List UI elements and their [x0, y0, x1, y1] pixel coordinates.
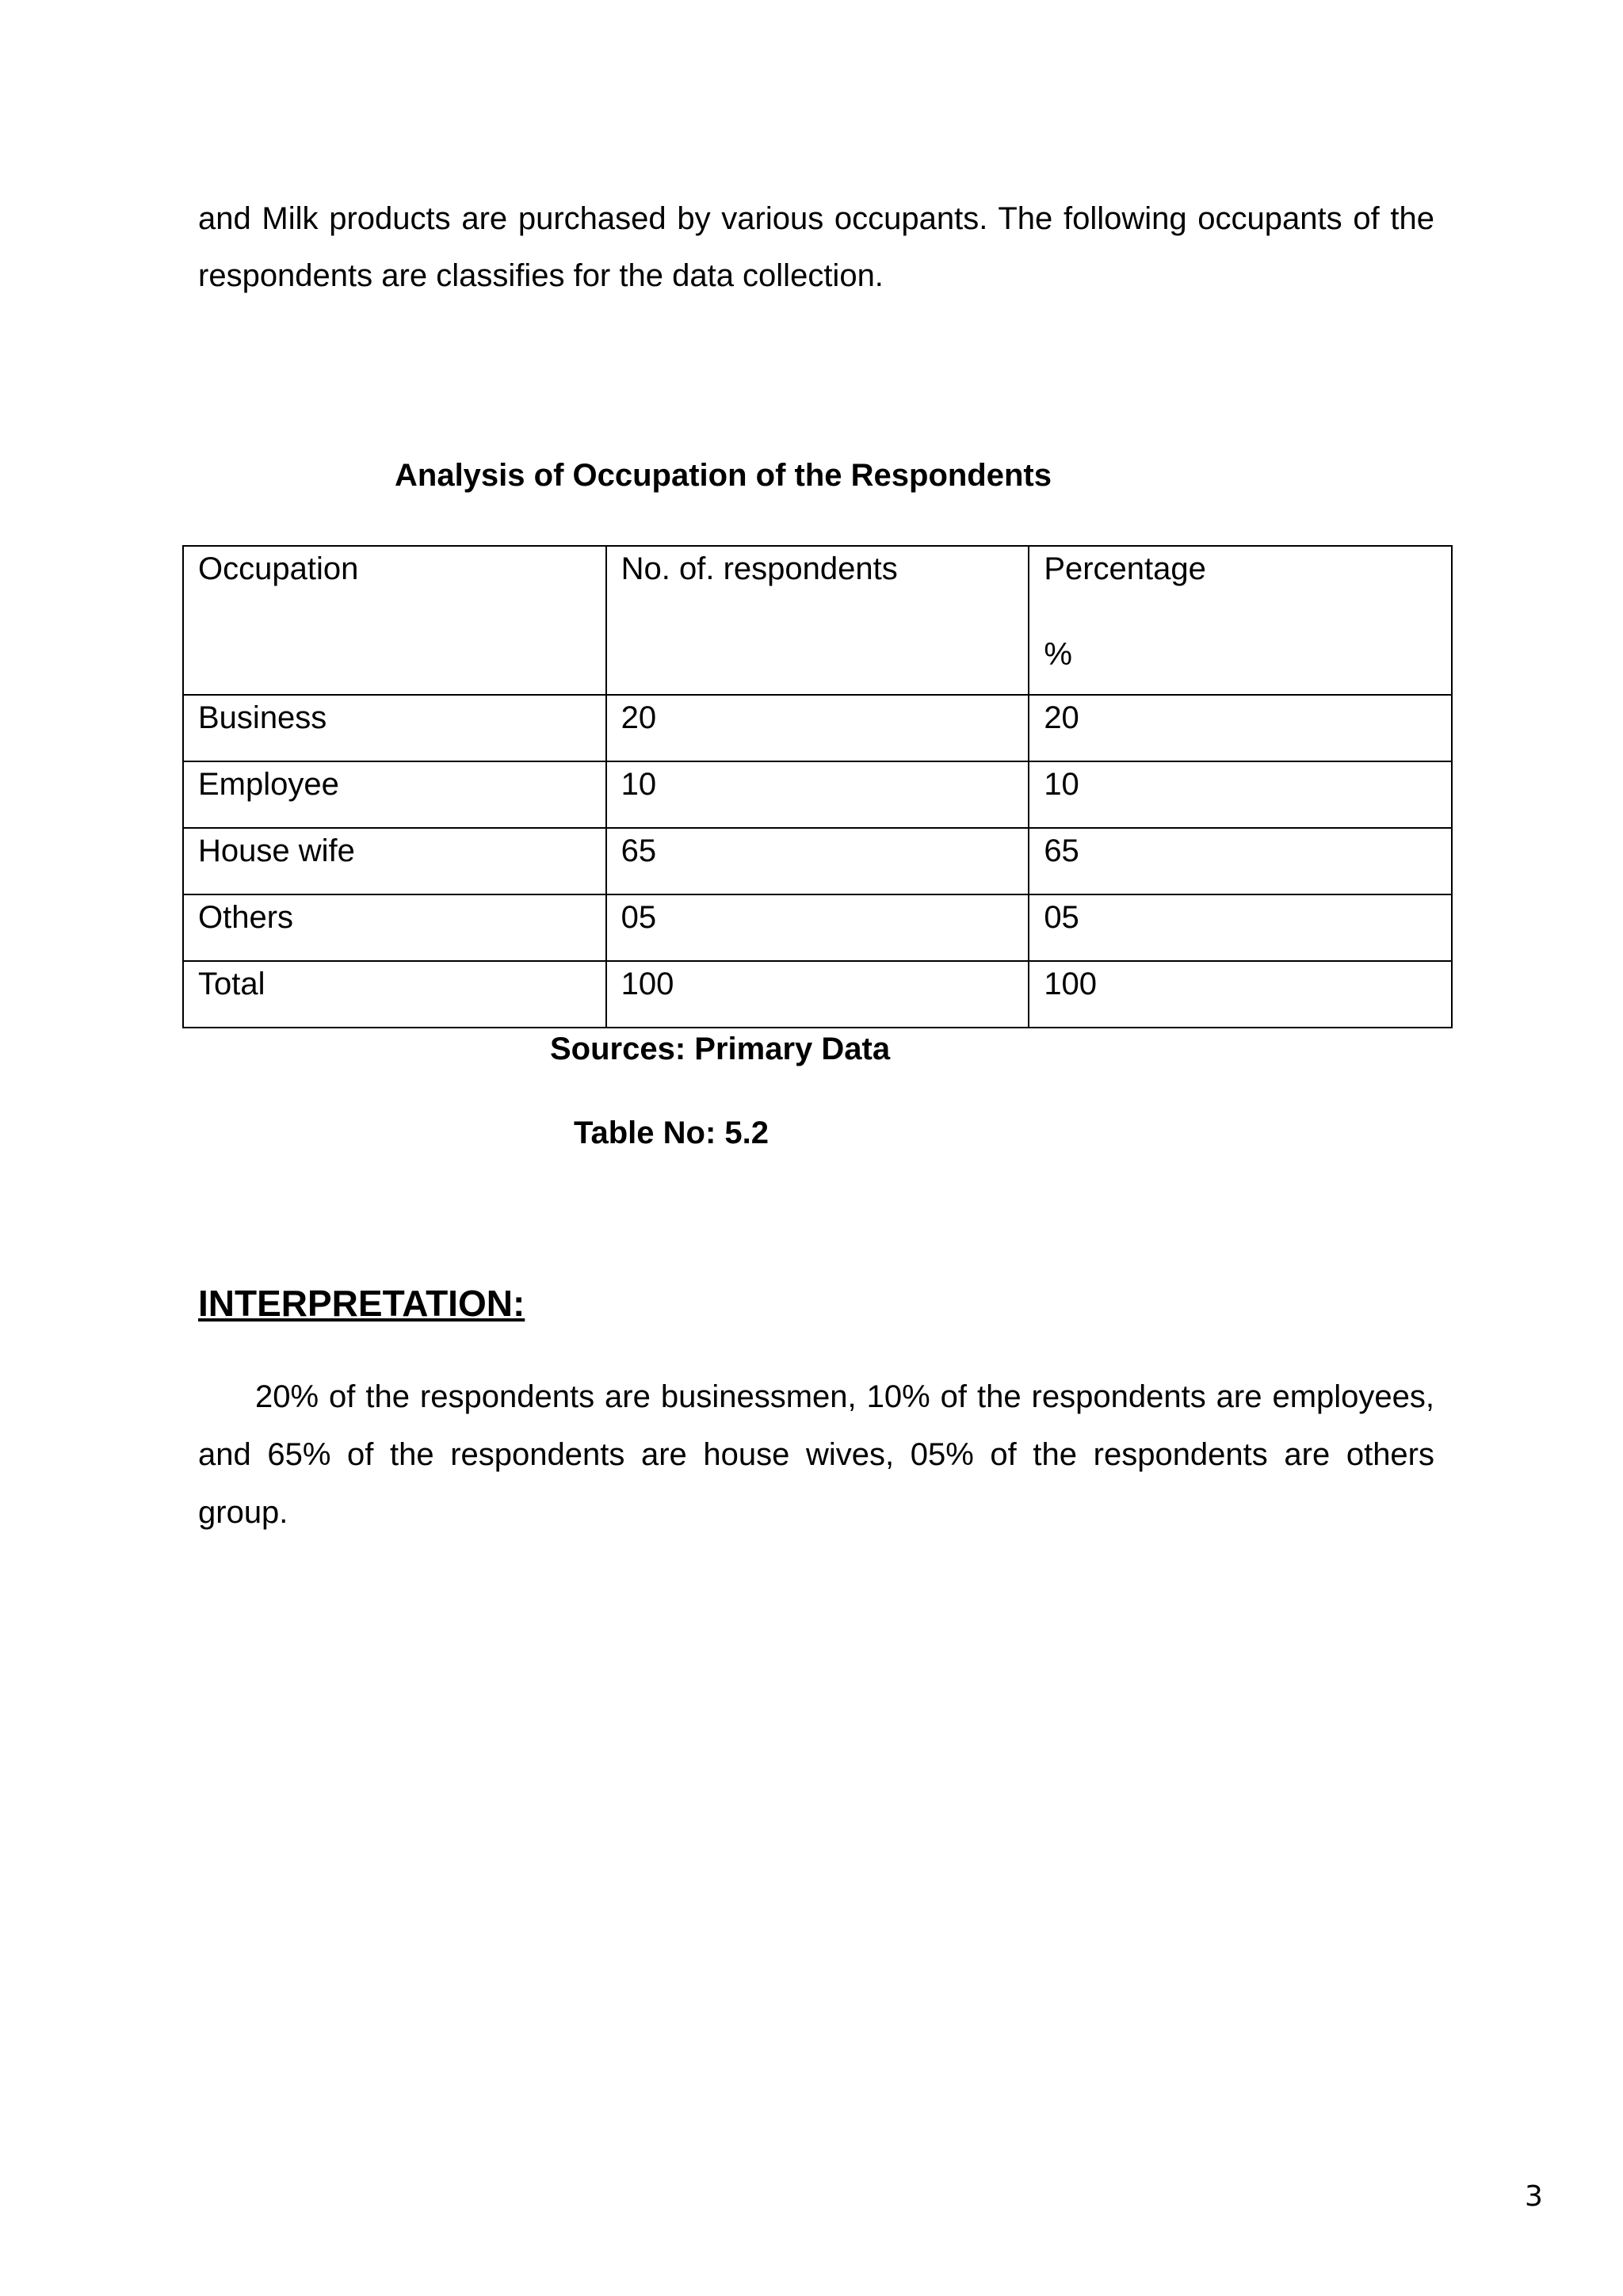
cell-respondents: 100 — [606, 961, 1029, 1028]
cell-occupation: Employee — [183, 761, 606, 828]
cell-respondents: 65 — [606, 828, 1029, 894]
table-row-total — [183, 961, 1452, 1028]
table-row — [183, 695, 1452, 761]
cell-occupation: Business — [183, 695, 606, 761]
header-percentage-unit: % — [1044, 637, 1072, 672]
table-title: Analysis of Occupation of the Respondents — [395, 458, 1052, 493]
header-percentage — [1029, 546, 1452, 695]
table-header-row — [183, 546, 1452, 695]
cell-percentage: 05 — [1029, 894, 1452, 961]
table-row — [183, 828, 1452, 894]
cell-occupation: Others — [183, 894, 606, 961]
table-number: Table No: 5.2 — [574, 1116, 769, 1150]
header-occupation: Occupation — [183, 546, 606, 695]
cell-occupation: Total — [183, 961, 606, 1028]
occupation-table — [182, 545, 1453, 1028]
table-row — [183, 761, 1452, 828]
interpretation-heading-colon: : — [512, 1283, 525, 1324]
interpretation-paragraph: 20% of the respondents are businessmen, 10% of the respondents are employees, and 65% of the respondents are house wives, 05% of the respondents are others group. — [198, 1379, 1434, 1530]
cell-percentage: 65 — [1029, 828, 1452, 894]
cell-respondents: 10 — [606, 761, 1029, 828]
interpretation-heading-text: INTERPRETATION — [198, 1283, 513, 1324]
intro-paragraph: and Milk products are purchased by various occupants. The following occupants of the respondents are classifies for the data collection. — [198, 201, 1434, 293]
cell-percentage: 20 — [1029, 695, 1452, 761]
header-percentage-label: Percentage — [1044, 551, 1206, 586]
page-number: 3 — [1525, 2180, 1543, 2213]
header-respondents: No. of. respondents — [606, 546, 1029, 695]
cell-respondents: 05 — [606, 894, 1029, 961]
interpretation-heading — [198, 1282, 525, 1325]
table-source: Sources: Primary Data — [550, 1032, 891, 1066]
cell-percentage: 100 — [1029, 961, 1452, 1028]
table-row — [183, 894, 1452, 961]
cell-occupation: House wife — [183, 828, 606, 894]
cell-respondents: 20 — [606, 695, 1029, 761]
cell-percentage: 10 — [1029, 761, 1452, 828]
